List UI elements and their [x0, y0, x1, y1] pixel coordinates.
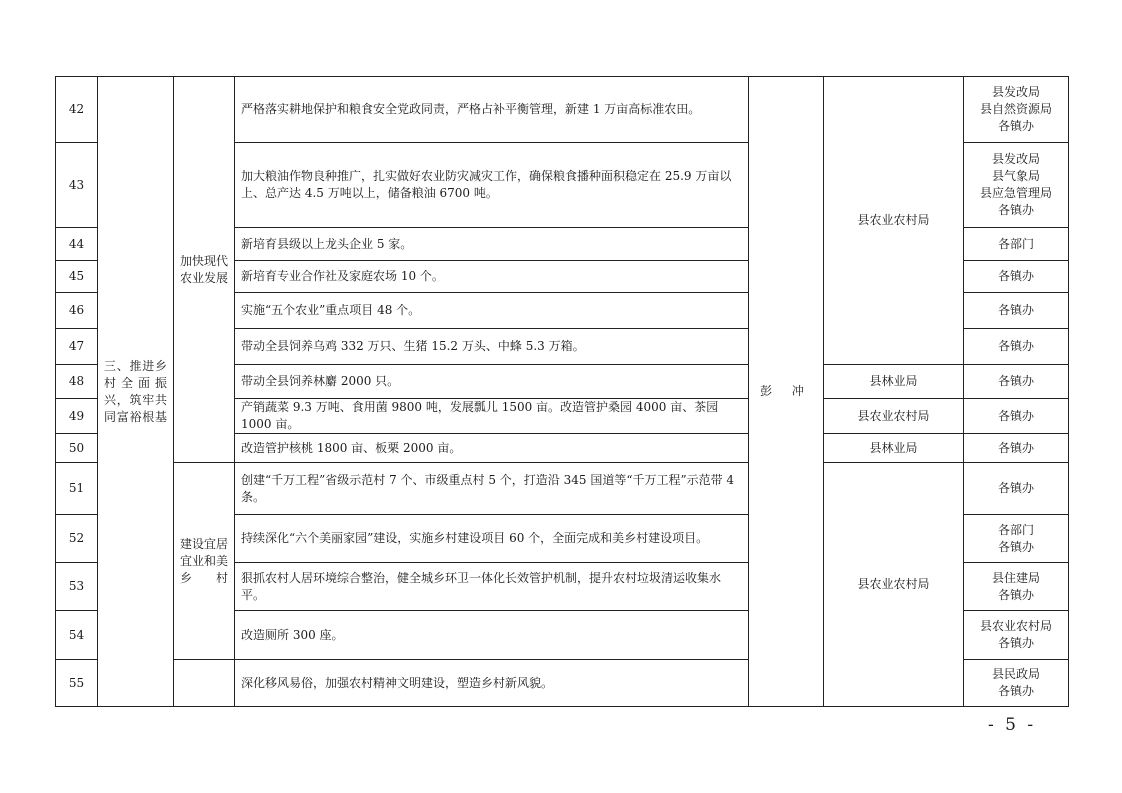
co-unit-cell: 县住建局 各镇办 — [964, 563, 1069, 611]
row-number: 43 — [56, 143, 98, 228]
task-cell: 持续深化“六个美丽家园”建设，实施乡村建设项目 60 个，全面完成和美乡村建设项目。 — [235, 515, 749, 563]
co-unit-cell: 县发改局 县气象局 县应急管理局 各镇办 — [964, 143, 1069, 228]
task-cell: 产销蔬菜 9.3 万吨、食用菌 9800 吨，发展瓢儿 1500 亩。改造管护桑园 4000 亩、茶园 1000 亩。 — [235, 399, 749, 434]
co-unit-cell: 各镇办 — [964, 329, 1069, 365]
page-number: - 5 - — [988, 715, 1037, 735]
row-number: 45 — [56, 261, 98, 293]
row-number: 46 — [56, 293, 98, 329]
subcategory-cell-empty — [174, 660, 235, 707]
row-number: 51 — [56, 463, 98, 515]
row-number: 53 — [56, 563, 98, 611]
responsible-cell: 县林业局 — [824, 434, 964, 463]
row-number: 50 — [56, 434, 98, 463]
row-number: 48 — [56, 365, 98, 399]
row-number: 55 — [56, 660, 98, 707]
co-unit-cell: 县民政局 各镇办 — [964, 660, 1069, 707]
lead-official-cell: 彭 冲 — [749, 77, 824, 707]
category-cell: 三、推进乡村全面振兴，筑牢共同富裕根基 — [98, 77, 174, 707]
task-cell: 加大粮油作物良种推广，扎实做好农业防灾减灾工作，确保粮食播种面积稳定在 25.9 万亩以上、总产达 4.5 万吨以上，储备粮油 6700 吨。 — [235, 143, 749, 228]
co-unit-cell: 各镇办 — [964, 399, 1069, 434]
row-number: 49 — [56, 399, 98, 434]
co-unit-cell: 各镇办 — [964, 463, 1069, 515]
task-cell: 创建“千万工程”省级示范村 7 个、市级重点村 5 个，打造沿 345 国道等“千万工程”示范带 4 条。 — [235, 463, 749, 515]
subcategory-cell: 建设宜居宜业和美乡村 — [174, 463, 235, 660]
task-table — [55, 76, 1069, 707]
task-cell: 新培育专业合作社及家庭农场 10 个。 — [235, 261, 749, 293]
subcategory-cell: 加快现代农业发展 — [174, 77, 235, 463]
co-unit-cell: 县农业农村局 各镇办 — [964, 611, 1069, 660]
row-number: 54 — [56, 611, 98, 660]
task-cell: 新培育县级以上龙头企业 5 家。 — [235, 228, 749, 261]
task-cell: 带动全县饲养林麝 2000 只。 — [235, 365, 749, 399]
row-number: 44 — [56, 228, 98, 261]
task-cell: 改造厕所 300 座。 — [235, 611, 749, 660]
row-number: 47 — [56, 329, 98, 365]
co-unit-cell: 各镇办 — [964, 261, 1069, 293]
responsible-cell: 县农业农村局 — [824, 399, 964, 434]
task-cell: 深化移风易俗，加强农村精神文明建设，塑造乡村新风貌。 — [235, 660, 749, 707]
task-cell: 实施“五个农业”重点项目 48 个。 — [235, 293, 749, 329]
co-unit-cell: 各部门 — [964, 228, 1069, 261]
responsible-cell: 县农业农村局 — [824, 463, 964, 707]
co-unit-cell: 各镇办 — [964, 293, 1069, 329]
row-number: 42 — [56, 77, 98, 143]
co-unit-cell: 县发改局 县自然资源局 各镇办 — [964, 77, 1069, 143]
task-cell: 狠抓农村人居环境综合整治，健全城乡环卫一体化长效管护机制，提升农村垃圾清运收集水平。 — [235, 563, 749, 611]
task-cell: 改造管护核桃 1800 亩、板栗 2000 亩。 — [235, 434, 749, 463]
co-unit-cell: 各镇办 — [964, 434, 1069, 463]
co-unit-cell: 各部门 各镇办 — [964, 515, 1069, 563]
table-row — [56, 463, 1069, 515]
task-cell: 带动全县饲养乌鸡 332 万只、生猪 15.2 万头、中蜂 5.3 万箱。 — [235, 329, 749, 365]
table-row — [56, 77, 1069, 143]
co-unit-cell: 各镇办 — [964, 365, 1069, 399]
task-cell: 严格落实耕地保护和粮食安全党政同责，严格占补平衡管理，新建 1 万亩高标准农田。 — [235, 77, 749, 143]
row-number: 52 — [56, 515, 98, 563]
responsible-cell: 县林业局 — [824, 365, 964, 399]
responsible-cell: 县农业农村局 — [824, 77, 964, 365]
